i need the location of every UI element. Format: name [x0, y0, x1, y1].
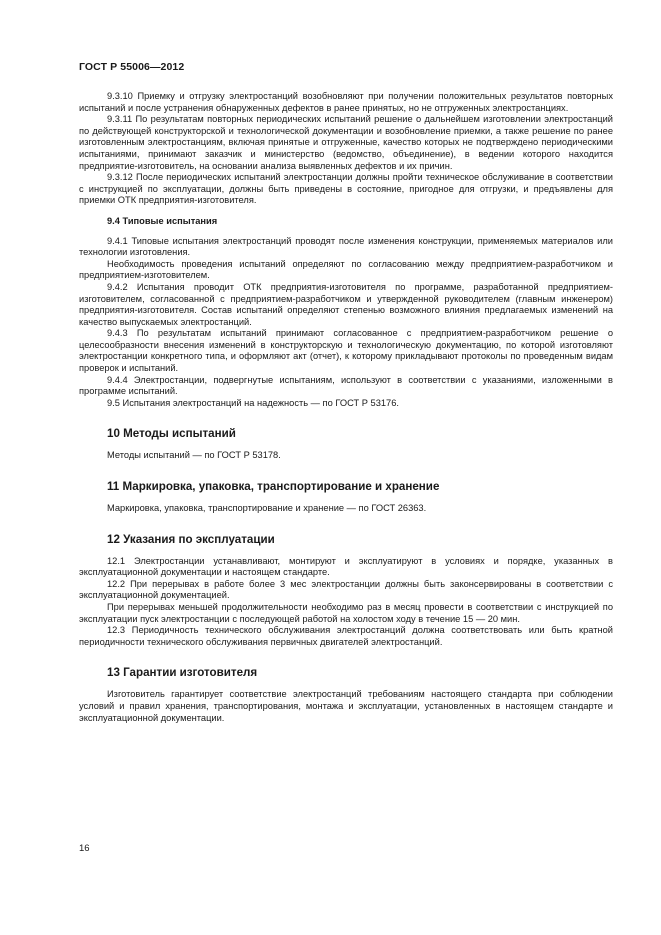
page-number: 16: [79, 843, 90, 854]
document-code-header: ГОСТ Р 55006—2012: [79, 61, 185, 73]
section-heading-13: 13 Гарантии изготовителя: [107, 666, 258, 680]
section-heading-11: 11 Маркировка, упаковка, транспортирование и хранение: [107, 480, 440, 494]
subsection-heading-9-4: 9.4 Типовые испытания: [107, 215, 218, 226]
paragraph-9-3-11: 9.3.11 По результатам повторных периодических испытаний решение о дальнейшем изготовлении электростанций по действующей конструкторской и технологической документации и возобновление приемки, а также решение по ранее изготовленным электростанциям, включая принятые и отгруженные, качество которых не подтверждено периодическими испытаниями, принимают заказчик и министерство (ведомство, объединение), в ведении которого находится предприятие-изготовитель, на основании анализа выявленных дефектов и их причин.: [79, 114, 613, 171]
paragraph-12-3: 12.3 Периодичность технического обслуживания электростанций должна соответствовать или быть кратной периодичности технического обслуживания первичных двигателей электростанций.: [79, 625, 613, 647]
paragraph-12-2-note: При перерывах меньшей продолжительности необходимо раз в месяц провести в соответствии с инструкцией по эксплуатации пуск электростанции с последующей работой на холостом ходу в течение 15 — 20 мин.: [79, 602, 613, 624]
paragraph-9-4-2: 9.4.2 Испытания проводит ОТК предприятия-изготовителя по программе, разработанной предприятием-изготовителем, согласованной с предприятием-разработчиком и утвержденной руководителем (главным инженером) предприятия-изготовителя. Состав испытаний определяют степенью возможного влияния предлагаемых изменений на качество выпускаемых электростанций.: [79, 281, 613, 327]
section-heading-12: 12 Указания по эксплуатации: [107, 532, 275, 546]
paragraph-12-2: 12.2 При перерывах в работе более 3 мес электростанции должны быть законсервированы в соответствии с эксплуатационной документацией.: [79, 578, 613, 601]
paragraph-10: Методы испытаний — по ГОСТ Р 53178.: [107, 450, 281, 461]
paragraph-9-3-10: 9.3.10 Приемку и отгрузку электростанций возобновляют при получении положительных результатов повторных испытаний и после устранения обнаруженных дефектов в ранее принятых, но не отгруженных электростанциях.: [79, 91, 613, 113]
paragraph-9-4-1-note: Необходимость проведения испытаний определяют по согласованию между предприятием-разработчиком и предприятием-изготовителем.: [79, 258, 613, 281]
paragraph-9-4-4: 9.4.4 Электростанции, подвергнутые испытаниям, используют в соответствии с указаниями, изложенными в программе испытаний.: [79, 374, 613, 397]
section-heading-10: 10 Методы испытаний: [107, 427, 236, 441]
paragraph-9-4-1: 9.4.1 Типовые испытания электростанций проводят после изменения конструкции, применяемых материалов или технологии изготовления.: [79, 235, 613, 258]
paragraph-13: Изготовитель гарантирует соответствие электростанций требованиям настоящего стандарта при соблюдении условий и правил хранения, транспортирования, монтажа и эксплуатации, установленных в настоящем стандарте и эксплуатационной документации.: [79, 689, 613, 723]
paragraph-9-3-12: 9.3.12 После периодических испытаний электростанции должны пройти техническое обслуживание в соответствии с инструкцией по эксплуатации, должны быть приведены в состояние, пригодное для отгрузки, и предъявлены для приемки ОТК предприятия-изготовителя.: [79, 172, 613, 206]
paragraph-9-5: 9.5 Испытания электростанций на надежность — по ГОСТ Р 53176.: [107, 397, 399, 408]
document-body: [79, 91, 613, 724]
paragraph-9-4-3: 9.4.3 По результатам испытаний принимают согласованное с предприятием-разработчиком решение о целесообразности внесения изменений в конструкторскую и технологическую документацию, по которой изготовляют электростанции конкретного типа, и оформляют акт (отчет), к которому прикладывают протоколы по проведенным видам проверок и испытаний.: [79, 328, 613, 374]
paragraph-12-1: 12.1 Электростанции устанавливают, монтируют и эксплуатируют в условиях и порядке, указанных в эксплуатационной документации и настоящем стандарте.: [79, 555, 613, 578]
paragraph-11: Маркировка, упаковка, транспортирование и хранение — по ГОСТ 26363.: [107, 503, 427, 514]
